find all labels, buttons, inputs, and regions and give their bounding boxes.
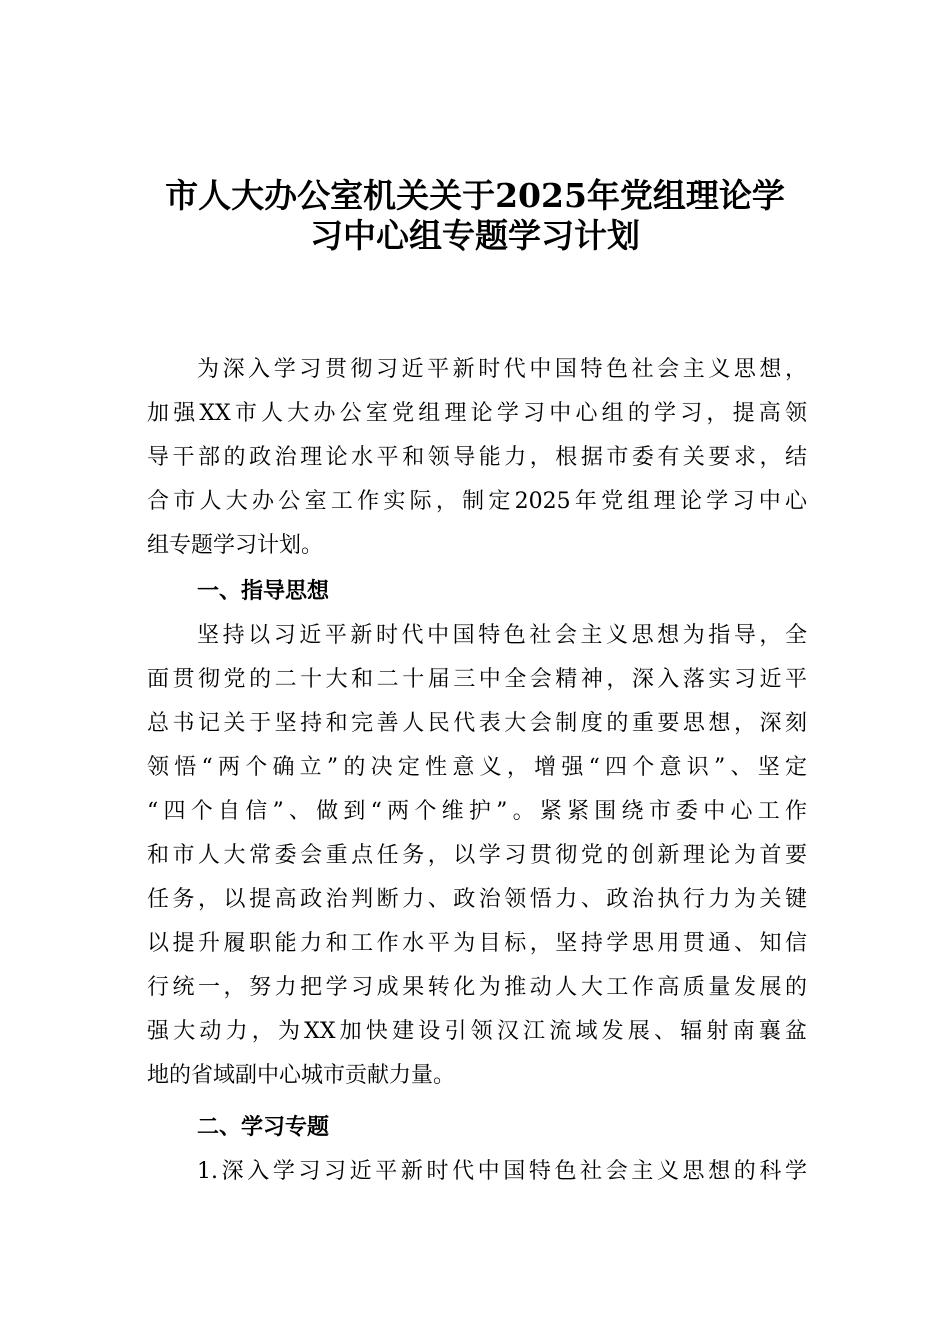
section-heading-study-topics: 二、学习专题 xyxy=(197,1115,330,1140)
paragraph-line: 总书记关于坚持和完善人民代表大会制度的重要思想，深刻 xyxy=(147,711,807,736)
study-topics-paragraph xyxy=(147,1150,807,1194)
paragraph-line: 为深入学习贯彻习近平新时代中国特色社会主义思想， xyxy=(197,357,807,382)
paragraph-line: 面贯彻党的二十大和二十届三中全会精神，深入落实习近平 xyxy=(147,667,807,692)
paragraph-line: 领悟“两个确立”的决定性意义，增强“四个意识”、坚定 xyxy=(147,755,807,780)
paragraph-line: 坚持以习近平新时代中国特色社会主义思想为指导，全 xyxy=(197,623,807,648)
paragraph-line: 任务，以提高政治判断力、政治领悟力、政治执行力为关键 xyxy=(147,887,807,912)
paragraph-line: 合市人大办公室工作实际，制定2025年党组理论学习中心 xyxy=(147,489,807,514)
paragraph-line: 以提升履职能力和工作水平为目标，坚持学思用贯通、知信 xyxy=(147,931,807,956)
guiding-thought-paragraph xyxy=(147,614,807,1098)
paragraph-line: 加强XX市人大办公室党组理论学习中心组的学习，提高领 xyxy=(147,401,807,426)
paragraph-line: 导干部的政治理论水平和领导能力，根据市委有关要求，结 xyxy=(147,445,807,470)
paragraph-line: “四个自信”、做到“两个维护”。紧紧围绕市委中心工作 xyxy=(147,799,807,824)
paragraph-line: 1.深入学习习近平新时代中国特色社会主义思想的科学 xyxy=(197,1159,807,1184)
paragraph-line: 和市人大常委会重点任务，以学习贯彻党的创新理论为首要 xyxy=(147,843,807,868)
paragraph-line: 组专题学习计划。 xyxy=(147,533,324,558)
section-heading-guiding-thought: 一、指导思想 xyxy=(197,579,330,604)
document-title-line-1: 市人大办公室机关关于2025年党组理论学 xyxy=(165,176,785,215)
document-title-line-2: 习中心组专题学习计划 xyxy=(310,216,640,255)
paragraph-line: 行统一，努力把学习成果转化为推动人大工作高质量发展的 xyxy=(147,975,807,1000)
paragraph-line: 地的省域副中心城市贡献力量。 xyxy=(147,1063,456,1088)
paragraph-line: 强大动力，为XX加快建设引领汉江流域发展、辐射南襄盆 xyxy=(147,1019,807,1044)
intro-paragraph xyxy=(147,348,807,568)
